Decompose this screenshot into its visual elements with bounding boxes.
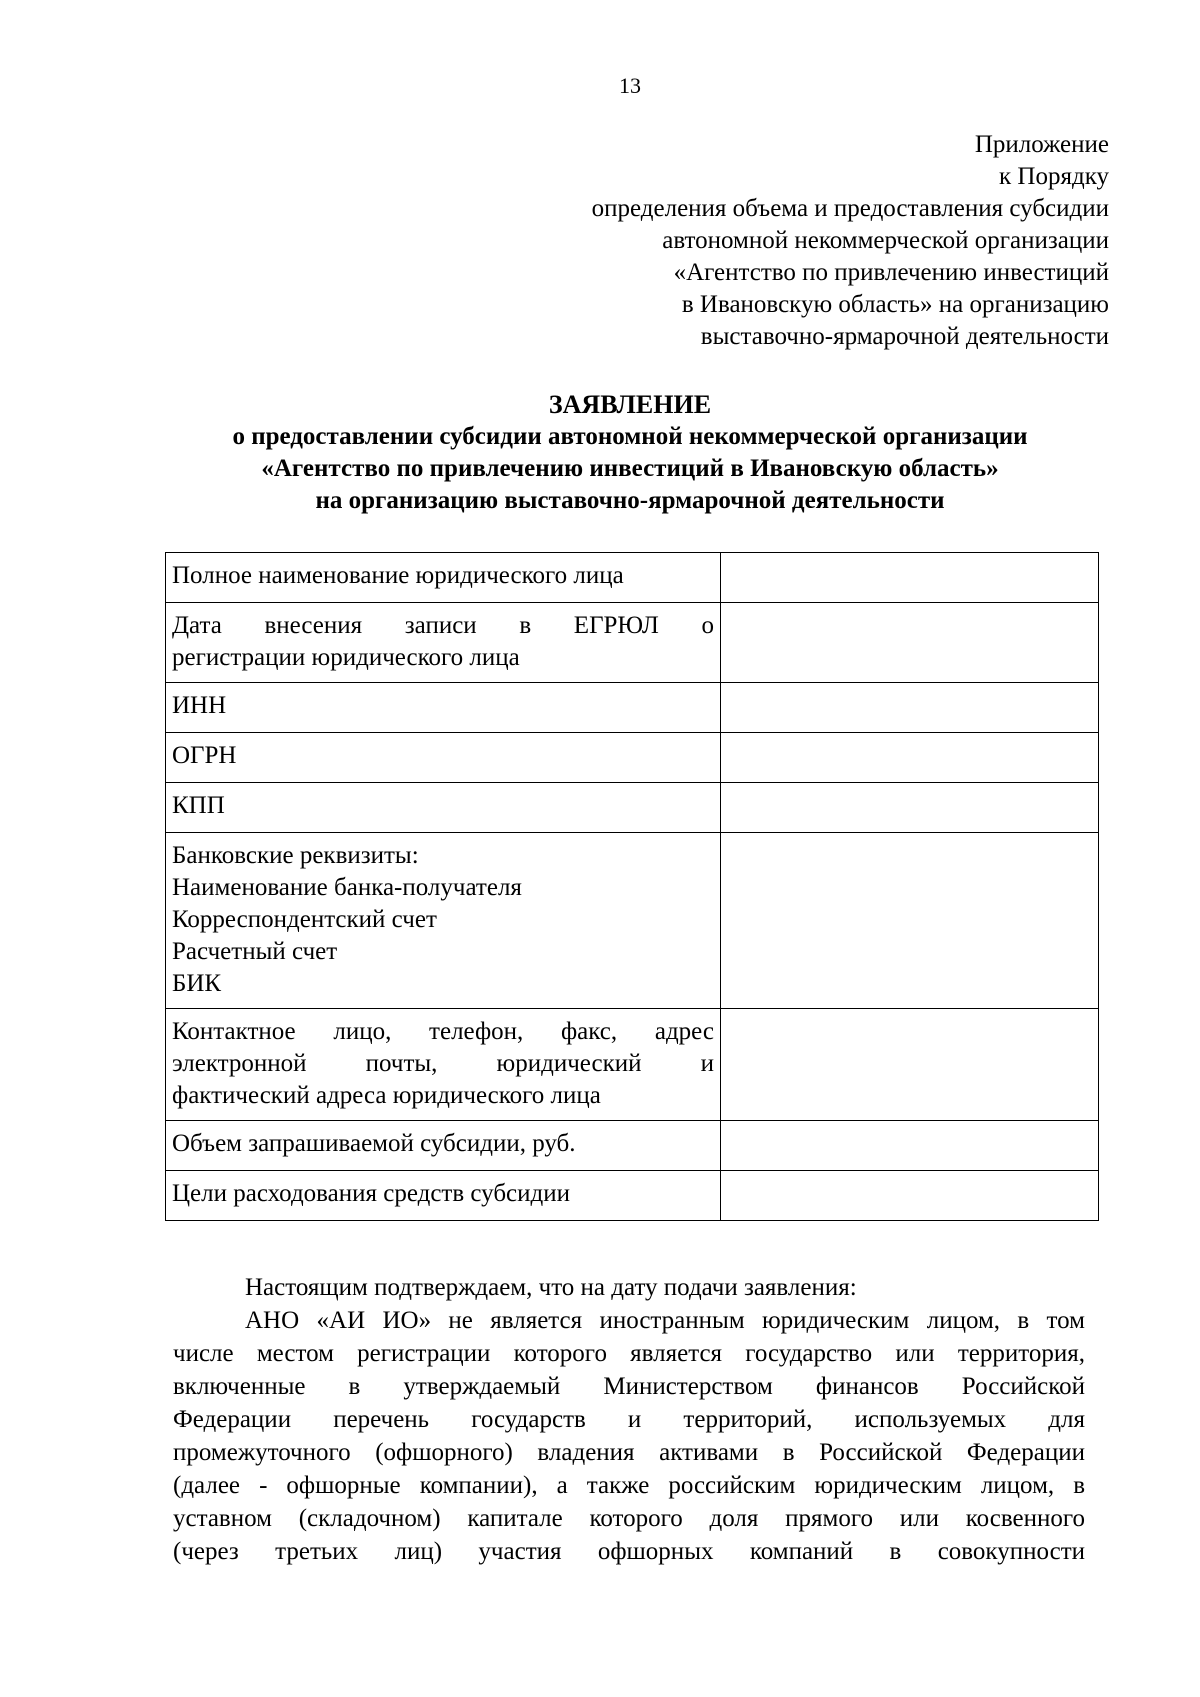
field-label-inn — [166, 683, 721, 733]
appendix-line: в Ивановскую область» на организацию — [681, 291, 1109, 318]
field-label-line: Контактное лицо, телефон, факс, адрес — [172, 1018, 714, 1045]
field-label-line: фактический адреса юридического лица — [172, 1082, 601, 1109]
document-heading — [150, 389, 1110, 517]
field-label-line: КПП — [172, 792, 225, 819]
declaration-line: включенные в утверждаемый Министерством финансов Российской — [173, 1373, 1085, 1400]
table-row — [166, 683, 1099, 733]
field-label-egrul-date — [166, 603, 721, 683]
declaration-line: уставном (складочном) капитале которого доля прямого или косвенного — [173, 1505, 1085, 1532]
document-subtitle-line: на организацию выставочно-ярмарочной деятельности — [315, 487, 945, 514]
declaration-line: Федерации перечень государств и территорий, используемых для — [173, 1406, 1085, 1433]
appendix-line: к Порядку — [999, 163, 1109, 190]
field-label-line: БИК — [172, 970, 222, 997]
field-label-line: Полное наименование юридического лица — [172, 562, 624, 589]
declaration-line: (через третьих лиц) участия офшорных компаний в совокупности — [173, 1538, 1085, 1565]
document-subtitle-line: «Агентство по привлечению инвестиций в Ивановскую область» — [261, 455, 999, 482]
field-value-inn[interactable] — [721, 683, 1099, 733]
field-value-full-name[interactable] — [721, 553, 1099, 603]
field-label-line: Корреспондентский счет — [172, 906, 437, 933]
field-label-kpp — [166, 783, 721, 833]
document-title: ЗАЯВЛЕНИЕ — [548, 390, 712, 419]
table-row — [166, 733, 1099, 783]
field-value-subsidy-amount[interactable] — [721, 1121, 1099, 1171]
field-label-line: ИНН — [172, 692, 227, 719]
field-value-egrul-date[interactable] — [721, 603, 1099, 683]
document-subtitle-line: о предоставлении субсидии автономной некоммерческой организации — [232, 423, 1028, 450]
table-row — [166, 603, 1099, 683]
appendix-block — [409, 129, 1109, 353]
field-label-line: Банковские реквизиты: — [172, 842, 419, 869]
field-value-ogrn[interactable] — [721, 733, 1099, 783]
table-row — [166, 1009, 1099, 1121]
field-label-bank-details — [166, 833, 721, 1009]
field-value-subsidy-purpose[interactable] — [721, 1171, 1099, 1221]
field-value-kpp[interactable] — [721, 783, 1099, 833]
table-row — [166, 1171, 1099, 1221]
field-label-subsidy-amount — [166, 1121, 721, 1171]
field-label-line: Дата внесения записи в ЕГРЮЛ о — [172, 612, 714, 639]
field-label-line: Объем запрашиваемой субсидии, руб. — [172, 1130, 576, 1157]
declaration-text — [173, 1271, 1085, 1568]
field-label-ogrn — [166, 733, 721, 783]
field-label-line: регистрации юридического лица — [172, 644, 520, 671]
appendix-line: определения объема и предоставления субсидии — [591, 195, 1109, 222]
field-label-line: Цели расходования средств субсидии — [172, 1180, 571, 1207]
table-row — [166, 833, 1099, 1009]
field-label-subsidy-purpose — [166, 1171, 721, 1221]
page-number: 13 — [619, 73, 641, 98]
declaration-line: числе местом регистрации которого является государство или территория, — [173, 1340, 1085, 1367]
field-value-bank-details[interactable] — [721, 833, 1099, 1009]
field-label-line: Наименование банка-получателя — [172, 874, 522, 901]
field-value-contacts[interactable] — [721, 1009, 1099, 1121]
application-form-table — [165, 552, 1099, 1221]
declaration-line: (далее - офшорные компании), а также российским юридическим лицом, в — [173, 1472, 1085, 1499]
table-row — [166, 553, 1099, 603]
declaration-line: АНО «АИ ИО» не является иностранным юридическим лицом, в том — [245, 1307, 1085, 1334]
field-label-full-name — [166, 553, 721, 603]
appendix-line: «Агентство по привлечению инвестиций — [673, 259, 1109, 286]
appendix-line: Приложение — [974, 131, 1109, 158]
table-row — [166, 1121, 1099, 1171]
table-row — [166, 783, 1099, 833]
field-label-line: электронной почты, юридический и — [172, 1050, 714, 1077]
field-label-line: ОГРН — [172, 742, 237, 769]
field-label-line: Расчетный счет — [172, 938, 338, 965]
declaration-intro: Настоящим подтверждаем, что на дату подачи заявления: — [245, 1274, 857, 1301]
field-label-contacts — [166, 1009, 721, 1121]
appendix-line: выставочно-ярмарочной деятельности — [700, 323, 1109, 350]
declaration-line: промежуточного (офшорного) владения активами в Российской Федерации — [173, 1439, 1085, 1466]
appendix-line: автономной некоммерческой организации — [662, 227, 1109, 254]
